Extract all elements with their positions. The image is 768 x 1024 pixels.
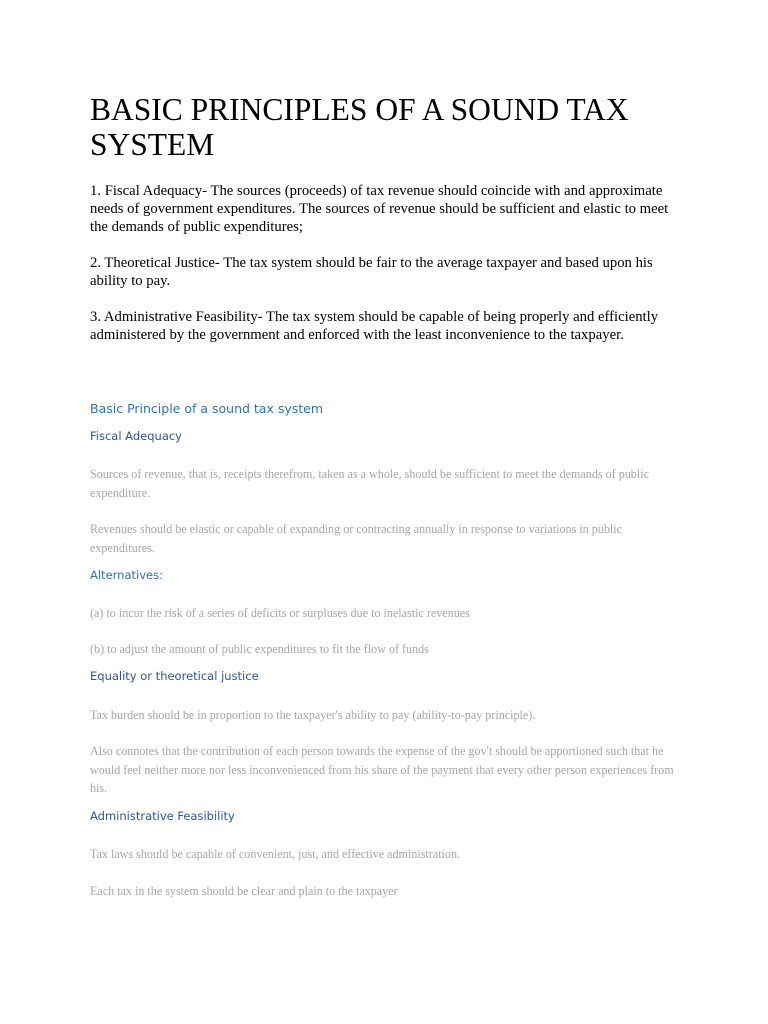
fiscal-adequacy-heading: Fiscal Adequacy: [90, 429, 182, 443]
section-heading: Basic Principle of a sound tax system: [90, 401, 324, 416]
alternatives-heading: Alternatives:: [90, 568, 163, 582]
alternative-a: (a) to incur the risk of a series of deficits or surpluses due to inelastic revenues: [90, 606, 470, 620]
administrative-feasibility-paragraph-1: Tax laws should be capable of convenient, just, and effective administration.: [90, 847, 461, 861]
intro-paragraph-administrative-feasibility: 3. Administrative Feasibility- The tax system should be capable of being properly and efficiently administered by the government and enforced with the least inconvenience to the taxpayer.: [90, 309, 659, 343]
fiscal-adequacy-paragraph-2: Revenues should be elastic or capable of expanding or contracting annually in response to variations in public expenditures.: [90, 522, 622, 555]
document-title: BASIC PRINCIPLES OF A SOUND TAX SYSTEM: [90, 92, 629, 162]
fiscal-adequacy-paragraph-1: Sources of revenue, that is, receipts therefrom, taken as a whole, should be sufficient to meet the demands of public expenditure.: [90, 467, 649, 500]
intro-paragraph-fiscal-adequacy: 1. Fiscal Adequacy- The sources (proceeds) of tax revenue should coincide with and approximate needs of government expenditures. The sources of revenue should be sufficient and elastic to meet the demands of public expenditures;: [90, 183, 669, 235]
equality-paragraph-1: Tax burden should be in proportion to the taxpayer's ability to pay (ability-to-pay principle).: [90, 708, 536, 722]
equality-paragraph-2: Also connotes that the contribution of each person towards the expense of the gov't should be apportioned such that he would feel neither more nor less inconvenienced from his share of the payment that every other person experiences from his.: [90, 744, 674, 795]
equality-heading: Equality or theoretical justice: [90, 669, 259, 683]
administrative-feasibility-paragraph-2: Each tax in the system should be clear and plain to the taxpayer: [90, 884, 398, 898]
intro-paragraph-theoretical-justice: 2. Theoretical Justice- The tax system should be fair to the average taxpayer and based upon his ability to pay.: [90, 255, 653, 289]
administrative-feasibility-heading: Administrative Feasibility: [90, 809, 235, 823]
alternative-b: (b) to adjust the amount of public expenditures to fit the flow of funds: [90, 642, 429, 656]
